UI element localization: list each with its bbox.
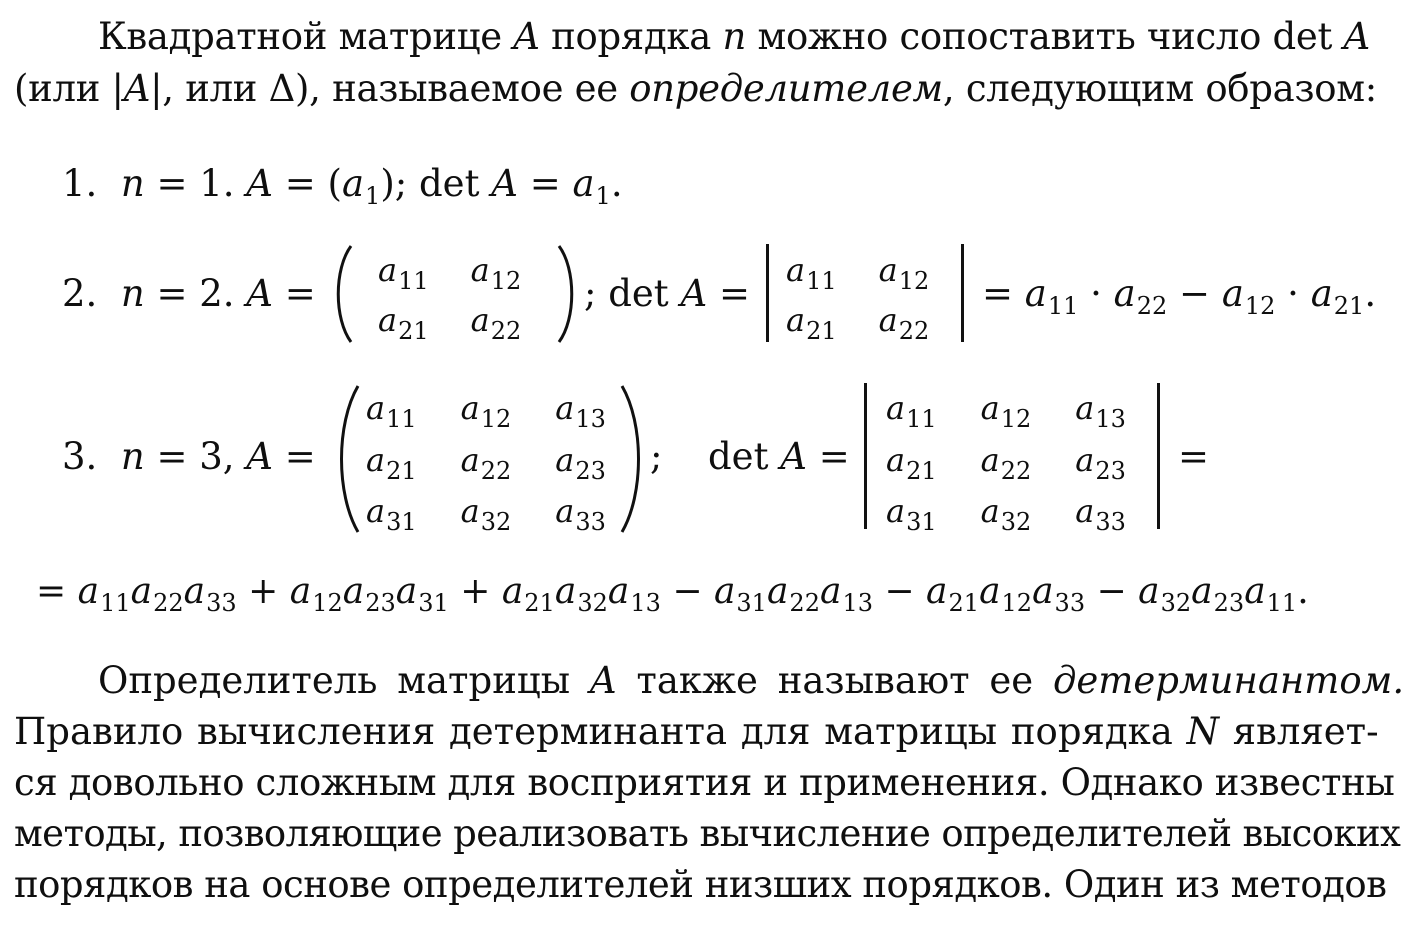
expansion-factor: $a_{31}$ [713, 571, 767, 617]
matrix-3x3-cell: $a_{32}$ [460, 492, 512, 537]
expansion-factor: $a_{21}$ [501, 571, 555, 617]
paragraph-2-line-3: ся довольно сложным для восприятия и применения. Однако известны [14, 761, 1395, 804]
matrix-2x2-cell: $a_{22}$ [470, 300, 522, 345]
expansion-factor: $a_{22}$ [766, 571, 820, 617]
determinant-3x3-cell: $a_{13}$ [1075, 389, 1126, 433]
result-factor: $a_{11}$ [1024, 272, 1079, 320]
item-2-label: 2. n = 2. A = [62, 272, 316, 315]
paragraph-2-line-1: Определитель матрицы A также называют ее детерминантом. [98, 659, 1405, 702]
expansion-factor: $a_{23}$ [342, 571, 396, 617]
result-factor: $a_{22}$ [1113, 272, 1168, 320]
expansion-factor: $a_{11}$ [77, 571, 131, 617]
determinant-2x2-cell: $a_{21}$ [786, 300, 837, 345]
det-2-right-bar [961, 244, 964, 342]
expansion-term [77, 571, 237, 617]
matrix-2-right-paren [556, 244, 576, 344]
expansion-factor: $a_{11}$ [1244, 571, 1298, 617]
expansion-factor: $a_{33}$ [183, 571, 237, 617]
det-2-left-bar [766, 244, 769, 342]
determinant-3x3-cell: $a_{12}$ [980, 389, 1032, 433]
matrix-3x3-cell: $a_{31}$ [366, 492, 417, 537]
matrix-3x3-cell: $a_{11}$ [366, 389, 417, 433]
item-2-det-label: ; det A = [584, 272, 750, 315]
determinant-3x3-cell: $a_{22}$ [980, 440, 1032, 485]
matrix-2-left-paren [334, 244, 354, 344]
expansion-factor: $a_{33}$ [1032, 571, 1086, 617]
expansion-factor: $a_{31}$ [395, 571, 449, 617]
paragraph-1-line-2: (или |A|, или Δ), называемое ее определителем, следующим образом: [14, 67, 1377, 110]
expansion-factor: $a_{23}$ [1191, 571, 1245, 617]
item-3-semicolon: ; [650, 435, 663, 478]
determinant-3x3-cell: $a_{11}$ [886, 389, 937, 433]
determinant-3x3-cell: $a_{32}$ [980, 492, 1032, 537]
item-3-det-label: det A = [708, 435, 850, 478]
determinant-2x2-cell: $a_{11}$ [786, 251, 837, 295]
expansion-term: − $a_{21}a_{12}a_{33}$ [872, 571, 1086, 617]
matrix-3-right-paren [618, 384, 644, 534]
determinant-expansion: = $a_{11}a_{22}a_{33} + a_{12}a_{23}a_{31} + a_{21}a_{32}a_{13} - a_{31}a_{22}a_{13} - a_{21}a_{12}a_{33} - a_{32}a_{23}a_{11}$. [36, 571, 1309, 617]
matrix-3x3-cell: $a_{13}$ [555, 389, 606, 433]
expansion-term: − $a_{32}a_{23}a_{11}$ [1085, 571, 1298, 617]
paragraph-2-line-2: Правило вычисления детерминанта для матрицы порядка N являет- [14, 710, 1379, 753]
matrix-3x3 [366, 390, 606, 537]
matrix-3x3-cell: $a_{21}$ [366, 440, 417, 485]
matrix-2x2-cell: $a_{21}$ [378, 300, 429, 345]
item-1: 1. n = 1. $A = (a_1)$; $\det A = a_1$. [62, 162, 623, 210]
expansion-term: + $a_{12}a_{23}a_{31}$ [236, 571, 449, 617]
determinant-3x3-cell: $a_{33}$ [1075, 492, 1126, 537]
matrix-2x2-cell: $a_{11}$ [378, 251, 429, 295]
item-3-trailing-equals: = [1178, 435, 1210, 478]
item-2-result: = $a_{11} \cdot a_{22} - a_{12} \cdot a_{21}$. [982, 272, 1377, 320]
determinant-2x2-cell: $a_{12}$ [878, 251, 930, 295]
determinant-2x2-cell: $a_{22}$ [878, 300, 930, 345]
determinant-3x3-cell: $a_{31}$ [886, 492, 937, 537]
matrix-3-left-paren [336, 384, 362, 534]
expansion-term: − $a_{31}a_{22}a_{13}$ [660, 571, 873, 617]
determinant-2x2 [786, 252, 929, 345]
determinant-3x3-cell: $a_{23}$ [1075, 440, 1126, 485]
expansion-factor: $a_{32}$ [1138, 571, 1192, 617]
result-factor: $a_{21}$ [1310, 272, 1365, 320]
det-3-left-bar [864, 383, 867, 529]
expansion-factor: $a_{21}$ [926, 571, 980, 617]
matrix-2x2 [378, 252, 521, 345]
expansion-factor: $a_{22}$ [130, 571, 184, 617]
expansion-factor: $a_{12}$ [979, 571, 1033, 617]
paragraph-2-line-5: порядков на основе определителей низших порядков. Один из методов [14, 863, 1387, 906]
expansion-factor: $a_{12}$ [289, 571, 343, 617]
matrix-3x3-cell: $a_{33}$ [555, 492, 606, 537]
expansion-factor: $a_{32}$ [554, 571, 608, 617]
expansion-factor: $a_{13}$ [607, 571, 661, 617]
expansion-term: + $a_{21}a_{32}a_{13}$ [448, 571, 661, 617]
determinant-3x3 [886, 390, 1126, 537]
paragraph-2-line-4: методы, позволяющие реализовать вычисление определителей высоких [14, 812, 1401, 855]
matrix-3x3-cell: $a_{23}$ [555, 440, 606, 485]
matrix-3x3-cell: $a_{12}$ [460, 389, 512, 433]
matrix-3x3-cell: $a_{22}$ [460, 440, 512, 485]
expansion-factor: $a_{13}$ [819, 571, 873, 617]
result-factor: $a_{12}$ [1221, 272, 1276, 320]
det-3-right-bar [1157, 383, 1160, 529]
matrix-2x2-cell: $a_{12}$ [470, 251, 522, 295]
item-3-label: 3. n = 3, A = [62, 435, 316, 478]
determinant-3x3-cell: $a_{21}$ [886, 440, 937, 485]
paragraph-1-line-1: Квадратной матрице A порядка n можно сопоставить число det A [98, 15, 1370, 58]
